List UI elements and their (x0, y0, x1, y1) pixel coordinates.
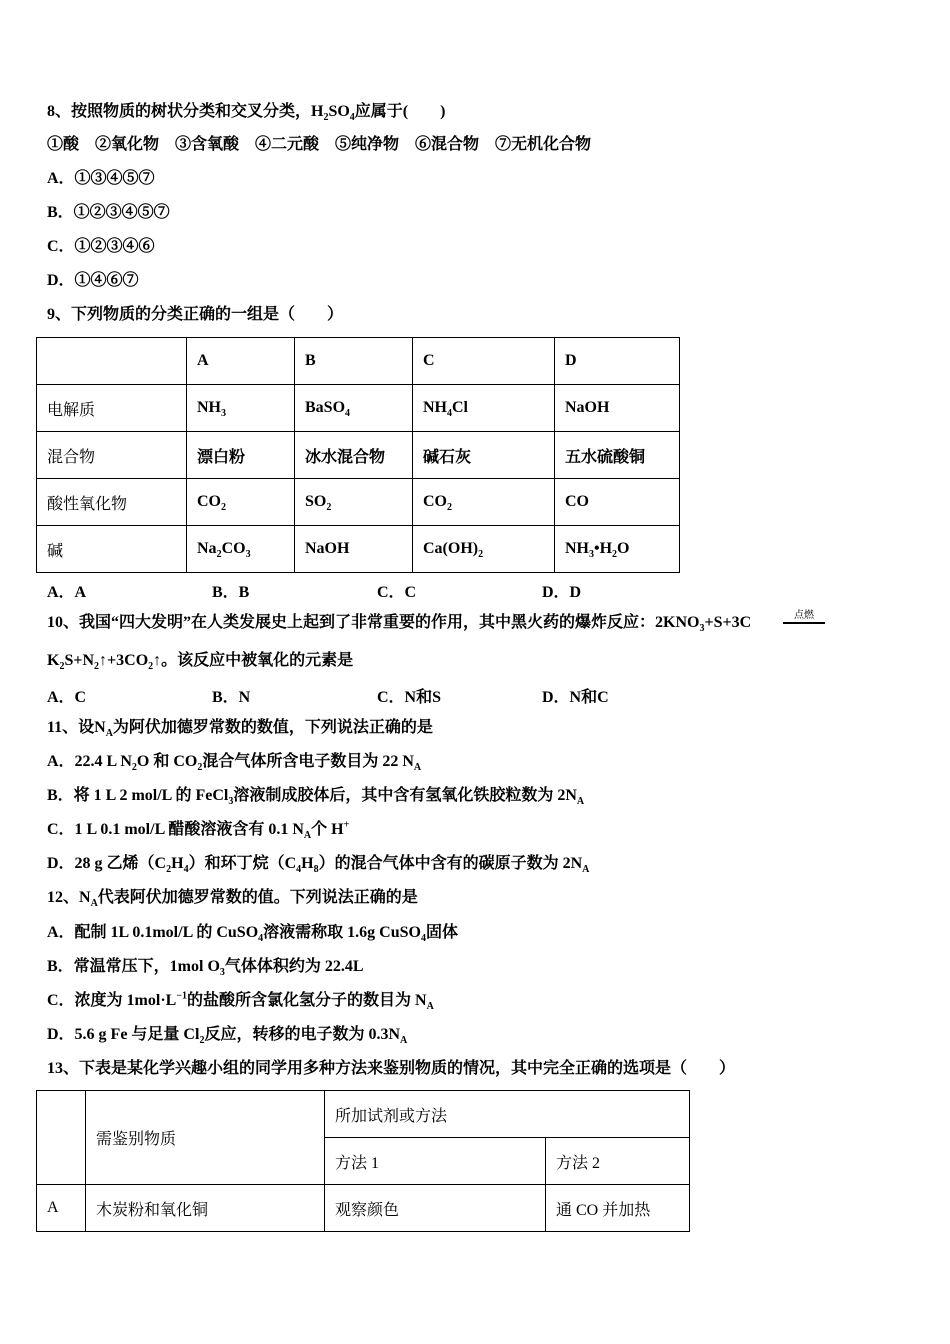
text-run: 11、设N (47, 719, 106, 736)
answer-option: C．N和S (377, 689, 442, 706)
text-line (47, 237, 155, 257)
subscript: 3 (228, 796, 234, 808)
table-row (37, 432, 680, 479)
text-run: D．28 g 乙烯（C (47, 855, 167, 872)
text-line (47, 991, 434, 1011)
subscript: 4 (258, 933, 264, 945)
text-line (47, 923, 458, 943)
text-run: 混合物 (47, 448, 96, 466)
table-cell (37, 526, 187, 573)
text-line (47, 786, 584, 806)
text-line (47, 102, 445, 122)
text-run: H (301, 855, 314, 872)
text-line (47, 203, 170, 223)
text-run: 碱石灰 (423, 448, 472, 466)
text-run: A．①③④⑤⑦ (47, 170, 155, 187)
table-cell (187, 479, 295, 526)
text-run: 固体 (425, 924, 458, 941)
subscript: 3 (699, 623, 705, 635)
text-line (47, 613, 751, 633)
subscript: 2 (148, 661, 154, 673)
text-run: 12、N (47, 889, 91, 906)
answer-option: C．C (377, 584, 417, 601)
text-run: ↑+3CO (99, 652, 149, 669)
subscript: A (582, 864, 590, 876)
text-run: 13、下表是某化学兴趣小组的同学用多种方法来鉴别物质的情况，其中完全正确的选项是（ ） (47, 1060, 736, 1077)
table-cell (555, 432, 680, 479)
text-run: C．①②③④⑥ (47, 238, 155, 255)
subscript: A (576, 796, 585, 808)
table-cell (187, 526, 295, 573)
superscript: −1 (176, 990, 188, 1002)
text-run: D．5.6 g Fe 与足量 Cl (47, 1026, 200, 1043)
text-run: H (171, 855, 184, 872)
subscript: 3 (589, 549, 594, 561)
text-run: 溶液制成胶体后，其中含有氢氧化铁胶粒数为 2N (233, 787, 577, 804)
text-run: SO (328, 103, 350, 120)
text-line (47, 169, 155, 189)
header-cell: C (413, 338, 555, 385)
text-run: B．常温常压下，1mol O (47, 958, 220, 975)
text-run: A．配制 1L 0.1mol/L 的 CuSO (47, 924, 259, 941)
text-line (47, 1025, 407, 1045)
table-cell (295, 432, 413, 479)
text-line (47, 651, 353, 671)
text-line (47, 888, 418, 908)
table-cell (295, 526, 413, 573)
subscript: 2 (216, 549, 222, 561)
text-run: NH (197, 399, 221, 416)
text-run: K (47, 652, 60, 669)
subscript: 4 (420, 933, 426, 945)
text-run: ↑。该反应中被氧化的元素是 (153, 652, 354, 669)
subscript: 4 (447, 408, 452, 420)
text-run: 为阿伏加德罗常数的数值，下列说法正确的是 (112, 719, 433, 736)
table-cell (187, 385, 295, 432)
text-run: +S+3C (704, 614, 752, 631)
table-cell (555, 385, 680, 432)
text-run: CO (221, 540, 246, 557)
text-run: C．1 L 0.1 mol/L 醋酸溶液含有 0.1 N (47, 821, 304, 838)
text-run: CO (197, 493, 221, 510)
text-run: Na (197, 540, 217, 557)
answer-option: A．C (47, 689, 87, 706)
table-cell (413, 526, 555, 573)
text-run: D．①④⑥⑦ (47, 272, 139, 289)
header-method-1: 方法 1 (325, 1138, 546, 1185)
header-cell (37, 338, 187, 385)
header-cell: A (187, 338, 295, 385)
text-line (47, 271, 139, 291)
text-run: S+N (64, 652, 95, 669)
table-cell (295, 479, 413, 526)
table-cell (413, 432, 555, 479)
text-run: 溶液需称取 1.6g CuSO (263, 924, 421, 941)
text-run: NaOH (565, 399, 610, 416)
text-run: 9、下列物质的分类正确的一组是（ ） (47, 306, 344, 323)
header-substance: 需鉴别物质 (86, 1091, 325, 1185)
table-cell (37, 385, 187, 432)
text-line (47, 957, 364, 977)
text-run: 漂白粉 (197, 448, 246, 466)
table-cell (295, 385, 413, 432)
subscript: 2 (59, 661, 65, 673)
table-cell (37, 479, 187, 526)
text-run: 个 H (311, 821, 344, 838)
q9-classification-table (36, 337, 680, 573)
subscript: 3 (221, 408, 226, 420)
answer-option: D．N和C (542, 689, 609, 706)
subscript: 2 (326, 502, 332, 514)
table-cell: 木炭粉和氧化铜 (86, 1185, 325, 1232)
text-run: 五水硫酸铜 (565, 448, 646, 466)
table-cell (555, 526, 680, 573)
text-run: O (617, 540, 630, 557)
subscript: 4 (296, 864, 302, 876)
subscript: A (400, 1035, 408, 1047)
subscript: 2 (323, 112, 329, 124)
text-run: ）和环丁烷（C (188, 855, 297, 872)
header-methods: 所加试剂或方法 (325, 1091, 690, 1138)
text-line (47, 718, 433, 738)
text-run: O 和 CO (136, 753, 198, 770)
superscript: + (343, 819, 350, 831)
subscript: 8 (313, 864, 319, 876)
subscript: 2 (166, 864, 172, 876)
subscript: 3 (245, 549, 251, 561)
header-cell: B (295, 338, 413, 385)
subscript: 4 (345, 408, 351, 420)
text-run: NH (565, 540, 589, 557)
text-line (47, 854, 589, 874)
subscript: A (105, 728, 113, 740)
subscript: 2 (221, 502, 226, 514)
table-cell: A (37, 1185, 86, 1232)
table-cell (37, 1091, 86, 1185)
text-run: •H (594, 540, 613, 557)
text-run: Ca(OH) (423, 540, 479, 557)
table-cell (413, 479, 555, 526)
table-cell: 通 CO 并加热 (546, 1185, 690, 1232)
table-cell: 观察颜色 (325, 1185, 546, 1232)
text-run: C．浓度为 1mol·L (47, 992, 177, 1009)
text-run: 的盐酸所含氯化氢分子的数目为 N (187, 992, 427, 1009)
subscript: 2 (197, 762, 203, 774)
header-method-2: 方法 2 (546, 1138, 690, 1185)
text-run: 碱 (47, 542, 64, 560)
text-run: 8、按照物质的树状分类和交叉分类，H (47, 103, 324, 120)
text-run: B．将 1 L 2 mol/L 的 FeCl (47, 787, 229, 804)
subscript: 2 (199, 1035, 205, 1047)
subscript: 4 (349, 112, 355, 124)
text-run: ①酸 ②氧化物 ③含氧酸 ④二元酸 ⑤纯净物 ⑥混合物 ⑦无机化合物 (47, 136, 592, 153)
header-cell: D (555, 338, 680, 385)
table-row (37, 385, 680, 432)
text-run: A．22.4 L N (47, 753, 132, 770)
answer-option: D．D (542, 584, 582, 601)
table-cell (555, 479, 680, 526)
text-run: BaSO (305, 399, 346, 416)
text-line (47, 1059, 735, 1079)
answer-option: A．A (47, 584, 87, 601)
subscript: 3 (219, 967, 225, 979)
answer-option: B．N (212, 689, 251, 706)
text-line (47, 752, 421, 772)
table-header-row (37, 338, 680, 385)
text-line (47, 305, 343, 325)
text-run: NH (423, 399, 447, 416)
subscript: A (90, 898, 98, 910)
text-run: 反应，转移的电子数为 0.3N (204, 1026, 400, 1043)
text-run: B．①②③④⑤⑦ (47, 204, 170, 221)
subscript: A (303, 830, 312, 842)
subscript: 2 (612, 549, 618, 561)
subscript: 2 (131, 762, 137, 774)
text-line (47, 135, 591, 155)
text-run: NaOH (305, 540, 350, 557)
subscript: 2 (478, 549, 484, 561)
table-cell (37, 432, 187, 479)
text-run: CO (423, 493, 447, 510)
table-cell (187, 432, 295, 479)
text-run: 应属于( ) (354, 103, 446, 120)
text-run: SO (305, 493, 327, 510)
subscript: A (426, 1001, 434, 1013)
subscript: 2 (94, 661, 100, 673)
text-run: 气体体积约为 22.4L (224, 958, 364, 975)
text-run: ）的混合气体中含有的碳原子数为 2N (318, 855, 583, 872)
reaction-condition: 点燃 (783, 610, 825, 624)
text-run: 10、我国“四大发明”在人类发展史上起到了非常重要的作用，其中黑火药的爆炸反应：2KNO (47, 614, 700, 631)
subscript: A (413, 762, 422, 774)
text-run: 酸性氧化物 (47, 495, 128, 513)
subscript: 4 (183, 864, 189, 876)
text-run: CO (565, 493, 589, 510)
subscript: 2 (447, 502, 452, 514)
table-cell (413, 385, 555, 432)
text-run: 混合气体所含电子数目为 22 N (202, 753, 414, 770)
text-run: Cl (452, 399, 468, 416)
text-run: 代表阿伏加德罗常数的值。下列说法正确的是 (97, 889, 418, 906)
text-run: 电解质 (47, 401, 96, 419)
text-line (47, 820, 349, 840)
table-row (37, 1185, 690, 1232)
answer-option: B．B (212, 584, 250, 601)
q13-identification-table (36, 1090, 690, 1232)
table-row (37, 479, 680, 526)
table-row (37, 526, 680, 573)
text-run: 冰水混合物 (305, 448, 386, 466)
